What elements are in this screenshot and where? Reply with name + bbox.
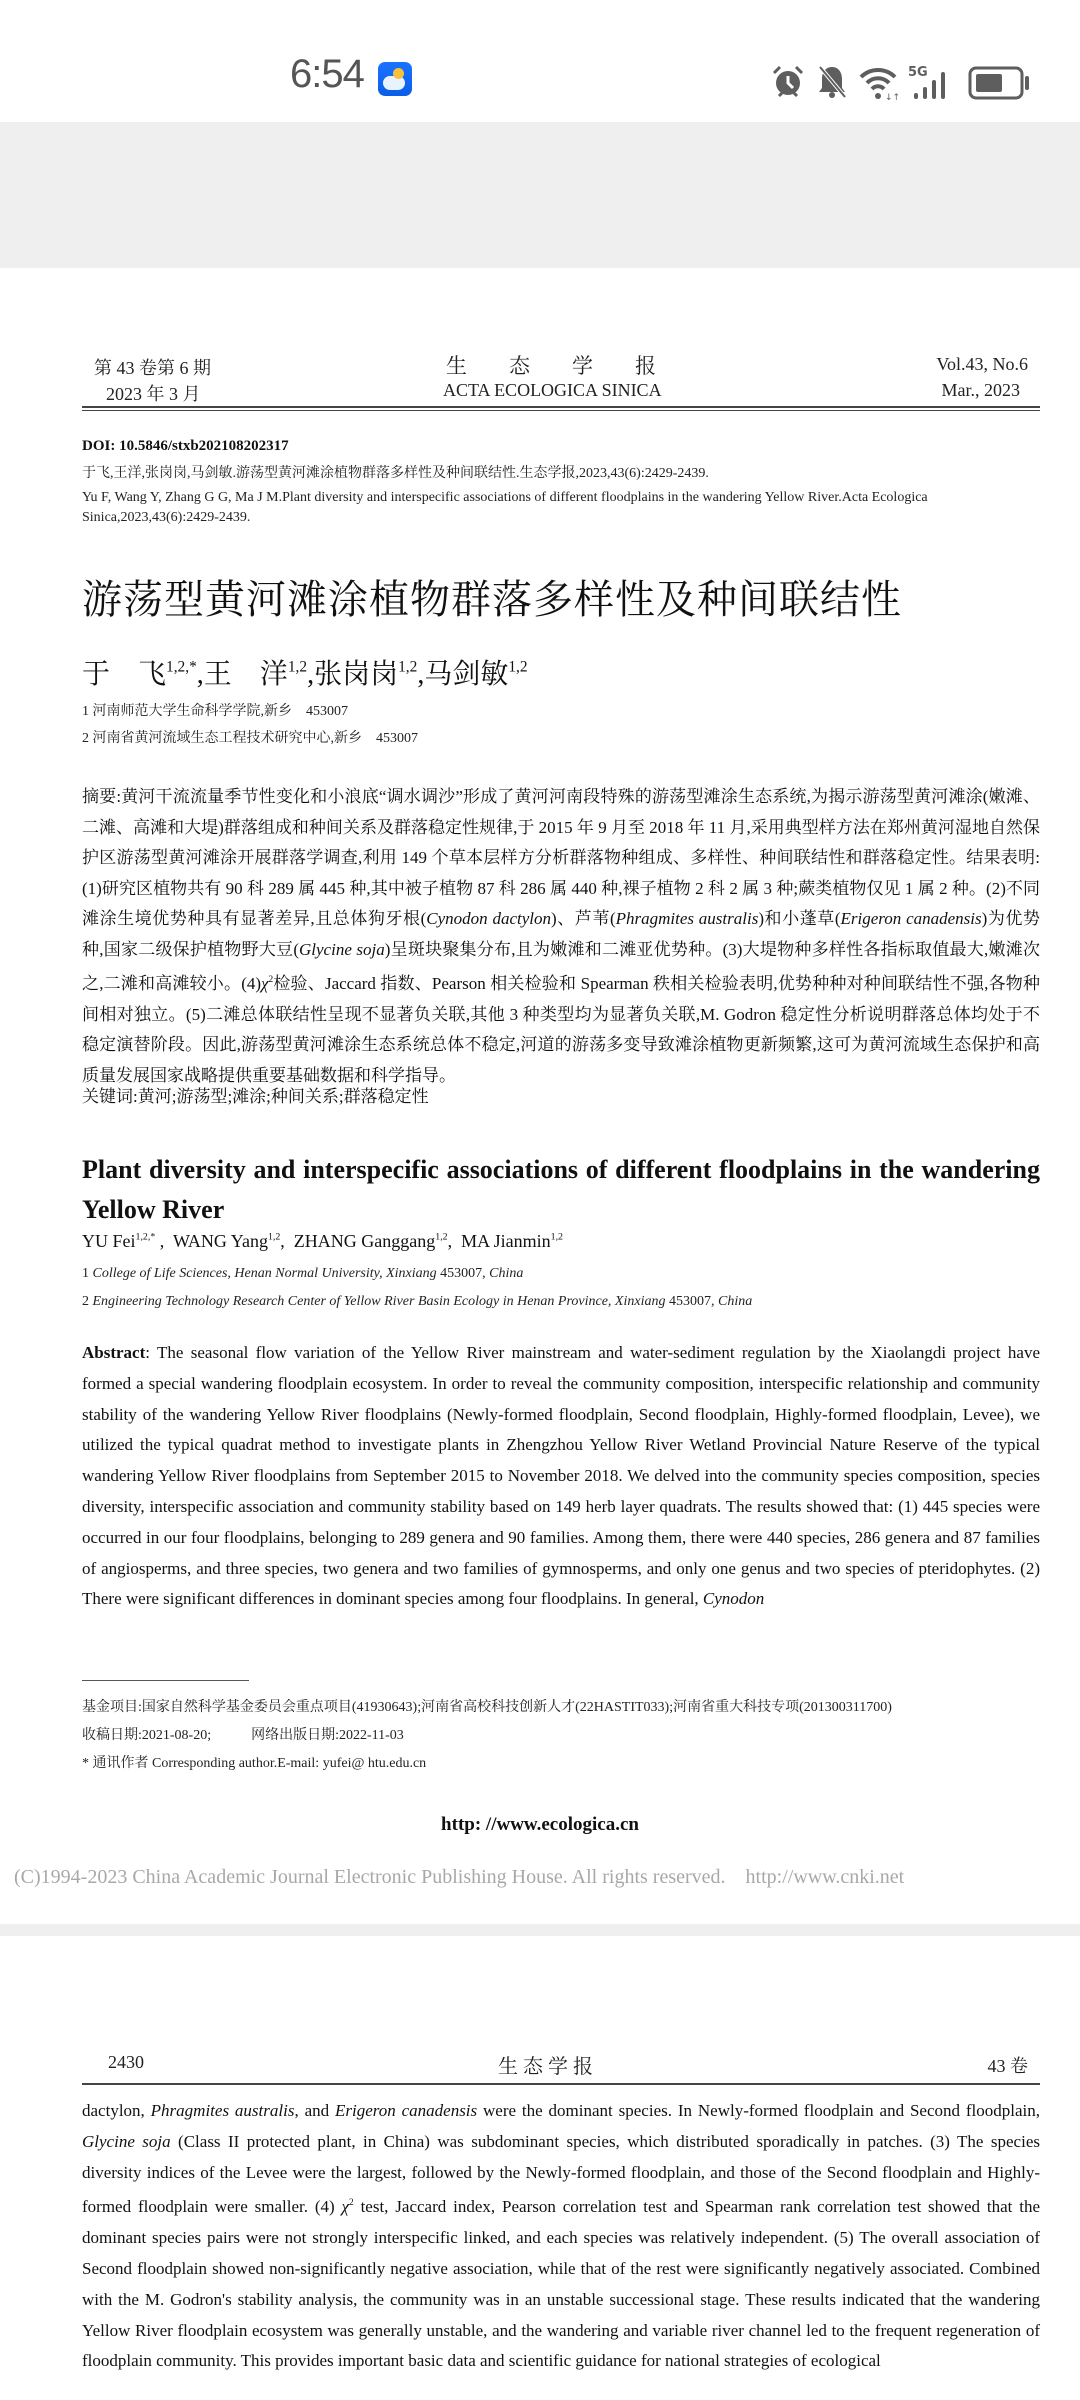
citation-en: Yu F, Wang Y, Zhang G G, Ma J M.Plant diversity and interspecific associations of different floodplains in the wandering Yellow River.Acta Ecologica Sinica,2023,43(6):2429-2439. xyxy=(82,490,928,525)
funding-note: 基金项目:国家自然科学基金委员会重点项目(41930643);河南省高校科技创新人才(22HASTIT033);河南省重大科技专项(201300311700) xyxy=(82,1700,892,1715)
bell-muted-icon xyxy=(816,64,848,100)
page-number: 2430 xyxy=(108,2052,144,2072)
author-affiliation-marker: 1,2 xyxy=(550,1231,563,1243)
affiliation-text: Engineering Technology Research Center of Yellow River Basin Ecology in Henan Province, Xinxiang xyxy=(92,1294,666,1309)
abstract-zh-text: 检验、Jaccard 指数、Pearson 相关检验和 Spearman 秩相关检验表明,优势种种对种间联结性不强,各物种间相对独立。(5)二滩总体联结性呈现不显著负关联,其他 3 种类型均为显著负关联,M. Godron 稳定性分析说明群落总体均处于不稳定演替阶段。因此,游荡型黄河滩涂生态系统总体不稳定,河道的游荡多变导致滩涂植物更新频繁,这可为黄河流域生态保护和高质量发展国家战略提供重要基础数据和科学指导。 xyxy=(82,974,1040,1085)
author-name: ZHANG Ganggang xyxy=(293,1231,436,1251)
author-affiliation-marker: 1,2 xyxy=(287,658,308,676)
battery-icon xyxy=(968,64,1030,100)
journal-title-en: ACTA ECOLOGICA SINICA xyxy=(443,380,662,400)
volume-label: Vol.43, No.6 xyxy=(936,354,1028,374)
viewer-toolbar-area xyxy=(0,122,1080,268)
affiliation-zh: 1 河南师范大学生命科学学院,新乡 453007 xyxy=(82,704,348,719)
author-name: 王 洋 xyxy=(203,659,288,690)
abstract-en-text: , xyxy=(140,2101,151,2120)
species-name: Phragmites australis xyxy=(150,2101,295,2120)
author-affiliation-marker: 1,2 xyxy=(267,1231,281,1243)
authors-en: YU Fei$^{1,2,*}$ , WANG Yang$^{1,2}$, ZHANG Ganggang$^{1,2}$, MA Jianmin$^{1,2}$ xyxy=(82,1231,563,1251)
svg-text:5G: 5G xyxy=(908,65,928,80)
abstract-en-text: : The seasonal flow variation of the Yellow River mainstream and water-sediment regulation by the Xiaolangdi project have formed a special wandering floodplain ecosystem. In order to reveal the community composition, interspecific relationship and community stability of the wandering Yellow River floodplains (Newly-formed floodplain, Second floodplain, Highly-formed floodplain, Levee), we utilized the typical quadrat method to investigate plants in Zhengzhou Yellow River Wetland Provincial Nature Reserve of the typical wandering Yellow River floodplains from September 2015 to November 2018. We delved into the community species composition, species diversity, interspecific association and community stability based on 149 herb layer quadrats. The results showed that: (1) 445 species were occurred in our four floodplains, belonging to 289 genera and 90 families. Among them, there were 440 species, 286 genera and 87 families of angiosperms, and three species, two genera and two families of gymnosperms, and only one genus and two species of pteridophytes. (2) There were significant differences in dominant species among four floodplains. In general, xyxy=(82,1343,1040,1609)
status-bar xyxy=(0,0,1080,122)
header-rule xyxy=(82,410,1040,411)
author-name: MA Jianmin xyxy=(461,1231,551,1251)
abstract-en xyxy=(82,1338,1040,1615)
author-name: WANG Yang xyxy=(172,1231,268,1251)
status-icons xyxy=(770,58,1030,103)
postal-code: 453007, xyxy=(436,1266,486,1281)
abstract-zh-text: )为优势种,国家二级保护植物野大豆( xyxy=(82,909,1040,959)
author-name: YU Fei xyxy=(82,1231,136,1251)
author-affiliation-marker: 1,2 xyxy=(435,1231,448,1243)
journal-title-zh: 生 态 学 报 xyxy=(446,354,656,378)
copyright-watermark: (C)1994-2023 China Academic Journal Electronic Publishing House. All rights reserved. http://www.cnki.net xyxy=(14,1866,905,1888)
online-date: 网络出版日期:2022-11-03 xyxy=(251,1728,404,1743)
affiliation-zh: 2 河南省黄河流域生态工程技术研究中心,新乡 453007 xyxy=(82,731,418,746)
5g-signal-icon xyxy=(908,64,958,100)
author-name: 马剑敏 xyxy=(424,659,509,690)
article-title-en: Plant diversity and interspecific associations of different floodplains in the wandering Yellow River xyxy=(82,1155,1040,1224)
header-rule xyxy=(82,2083,1040,2085)
affiliation-number: 2 xyxy=(82,1294,89,1309)
affiliation-en xyxy=(82,1294,752,1310)
volume-label: 43 卷 xyxy=(987,2056,1028,2076)
species-name: Glycine soja xyxy=(299,939,385,959)
author-affiliation-marker: 1,2,* xyxy=(135,1231,156,1243)
author-name: 张岗岗 xyxy=(314,659,399,690)
abstract-zh-text: 黄河干流流量季节性变化和小浪底“调水调沙”形成了黄河河南段特殊的游荡型滩涂生态系统,为揭示游荡型黄河滩涂(嫩滩、二滩、高滩和大堤)群落组成和种间关系及群落稳定性规律,于 2015 年 9 月至 2018 年 11 月,采用典型样方法在郑州黄河湿地自然保护区游荡型黄河滩涂开展群落学调查,利用 149 个草本层样方分析群落物种组成、多样性、种间联结性和群落稳定性。结果表明:(1)研究区植物共有 90 科 289 属 445 种,其中被子植物 87 科 286 属 440 种,裸子植物 2 科 2 属 3 种;蕨类植物仅见 1 属 2 种。(2)不同滩涂生境优势种具有显著差异,且总体狗牙根( xyxy=(82,787,1040,928)
doi[interactable]: DOI: 10.5846/stxb202108202317 xyxy=(82,438,289,454)
alarm-icon xyxy=(770,64,806,100)
species-name: Cynodon dactylon xyxy=(426,909,552,928)
author-affiliation-marker: 1,2,* xyxy=(166,658,197,676)
wifi-icon xyxy=(858,64,901,103)
affiliation-en xyxy=(82,1266,523,1282)
affiliation-country: China xyxy=(714,1294,753,1309)
svg-text:↓↑: ↓↑ xyxy=(885,93,901,103)
postal-code: 453007, xyxy=(665,1294,715,1309)
abstract-en-text: , and xyxy=(294,2101,335,2120)
journal-title-zh: 生 态 学 报 xyxy=(498,2056,593,2078)
abstract-zh-text: )和小蓬草( xyxy=(758,909,841,928)
chi-superscript: 2 xyxy=(349,2198,354,2209)
species-name: Glycine soja xyxy=(82,2131,171,2151)
issue-date: 2023 年 3 月 xyxy=(106,384,201,404)
affiliation-number: 1 xyxy=(82,1266,89,1281)
footnote-rule xyxy=(82,1680,249,1681)
received-date: 收稿日期:2021-08-20; xyxy=(82,1728,212,1743)
journal-url[interactable]: http: //www.ecologica.cn xyxy=(441,1814,639,1835)
abstract-en-text: test, Jaccard index, Pearson correlation test and Spearman rank correlation test showed that the dominant species pairs were not strongly interspecific linked, and each species was relatively independent. (5) The overall association of Second floodplain showed non-significantly negative association, while that of the rest were significantly negatively associated. Combined with the M. Godron's stability analysis, the community was in an unstable successional stage. These results indicated that the wandering Yellow River floodplain ecosystem was generally unstable, and the wandering and variable river channel led to the frequent regeneration of floodplain community. This provides important basic data and scientific guidance for national strategies of ecological xyxy=(82,2197,1040,2371)
abstract-en-continued xyxy=(82,2096,1040,2377)
abstract-zh-text: )呈斑块聚集分布,且为嫩滩和二滩亚优势种。(3)大堤物种多样性各指标取值最大,嫩滩次之,二滩和高滩较小。(4) xyxy=(82,939,1040,993)
abstract-zh xyxy=(82,782,1040,1091)
chi-symbol: χ xyxy=(261,974,269,993)
species-name: Cynodon xyxy=(702,1589,765,1609)
clock: 6:54 xyxy=(290,52,364,96)
author-affiliation-marker: 1,2 xyxy=(398,658,418,676)
article-title-zh: 游荡型黄河滩涂植物群落多样性及种间联结性 xyxy=(82,577,902,623)
abstract-zh-label: 摘要: xyxy=(82,787,122,806)
affiliation-country: China xyxy=(485,1266,524,1281)
author-name: 于 飞 xyxy=(82,659,167,690)
volume-date: Mar., 2023 xyxy=(941,380,1020,400)
affiliation-text: College of Life Sciences, Henan Normal University, Xinxiang xyxy=(92,1266,437,1281)
keywords-zh: 关键词:黄河;游荡型;滩涂;种间关系;群落稳定性 xyxy=(82,1087,429,1106)
species-name: Erigeron canadensis xyxy=(840,909,982,928)
abstract-zh-text: )、芦苇( xyxy=(551,909,616,928)
issue-label: 第 43 卷第 6 期 xyxy=(94,358,211,378)
chi-superscript: 2 xyxy=(268,975,274,985)
page-separator xyxy=(0,1924,1080,1936)
species-name: dactylon xyxy=(82,2101,141,2120)
abstract-en-text: (Class II protected plant, in China) was subdominant species, which distributed sporadically in patches. (3) The species diversity indices of the Levee were the largest, followed by the Newly-formed floodplain, and those of the Second floodplain and Highly-formed floodplain were smaller. (4) xyxy=(82,2131,1040,2217)
species-name: Erigeron canadensis xyxy=(334,2101,478,2120)
header-rule xyxy=(82,406,1040,408)
pdf-page-2 xyxy=(0,1936,1080,2400)
citation-zh: 于飞,王洋,张岗岗,马剑敏.游荡型黄河滩涂植物群落多样性及种间联结性.生态学报,2023,43(6):2429-2439. xyxy=(82,466,709,481)
chi-symbol: χ xyxy=(341,2197,350,2217)
abstract-en-text: were the dominant species. In Newly-formed floodplain and Second floodplain, xyxy=(477,2101,1041,2120)
species-name: Phragmites australis xyxy=(615,909,759,928)
pdf-page-1 xyxy=(0,268,1080,1928)
abstract-en-label: Abstract xyxy=(82,1343,146,1362)
authors-zh: 于 飞$^{1,2,*}$,王 洋$^{1,2}$,张岗岗$^{1,2}$,马剑敏$^{1,2}$ xyxy=(82,658,528,690)
corresponding-author-note: * 通讯作者 Corresponding author.E-mail: yufei@ htu.edu.cn xyxy=(82,1756,427,1771)
author-affiliation-marker: 1,2 xyxy=(508,658,528,676)
weather-icon xyxy=(378,62,412,96)
dates-note xyxy=(82,1724,404,1744)
